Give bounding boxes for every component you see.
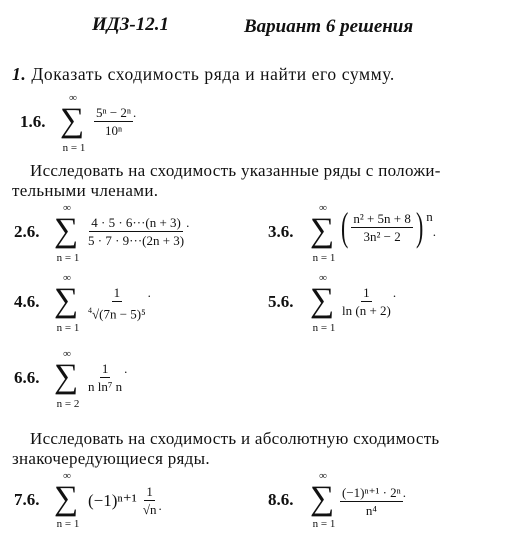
problem-3-6-exponent: n — [426, 209, 433, 224]
problem-4-6-label: 4.6. — [14, 292, 40, 311]
task1 — [12, 64, 395, 85]
sigma-icon: ∑ — [54, 480, 79, 517]
problem-5-6-lower: n = 1 — [312, 322, 336, 334]
problem-6-6-fraction — [86, 360, 127, 394]
doc-title: ИДЗ-12.1 — [92, 14, 170, 35]
problem-2-6-label: 2.6. — [14, 222, 40, 241]
problem-8-6-upper: ∞ — [319, 470, 327, 482]
problem-7-6-expression — [88, 484, 162, 517]
problem-7-6-lower: n = 1 — [56, 518, 80, 530]
problem-1-6-upper: ∞ — [69, 92, 77, 104]
sigma-icon: ∑ — [310, 282, 335, 319]
problem-8-6-numerator: (−1)ⁿ⁺¹ · 2ⁿ — [342, 485, 401, 500]
problem-4-6-radical: √(7n − 5)⁵ — [92, 306, 146, 322]
problem-1-6-lower: n = 1 — [62, 142, 86, 154]
problem-1-6-label: 1.6. — [20, 112, 46, 131]
problem-4-6-root-index: 4 — [88, 306, 92, 315]
problem-3-6-expression — [338, 204, 436, 249]
problem-6-6-numerator: 1 — [101, 361, 109, 376]
para-alternating-line2: знакочередующиеся ряды. — [12, 449, 210, 468]
problem-1-6-numerator: 5ⁿ − 2ⁿ — [96, 105, 132, 120]
problem-2-6-fraction — [86, 214, 189, 248]
sigma-icon: ∑ — [310, 480, 335, 517]
problem-1-6-tail: . — [133, 105, 137, 120]
problem-7-6-upper: ∞ — [63, 470, 71, 482]
problem-6-6-tail: . — [124, 361, 128, 376]
problem-3-6-numerator: n² + 5n + 8 — [353, 210, 411, 226]
problem-4-6-upper: ∞ — [63, 272, 71, 284]
problem-5-6-upper: ∞ — [319, 272, 327, 284]
problem-5-6-fraction — [340, 284, 396, 318]
problem-3-6-upper: ∞ — [319, 202, 327, 214]
problem-8-6-denominator: n⁴ — [365, 503, 377, 518]
problem-4-6-tail: . — [147, 285, 151, 300]
left-paren-icon: ( — [340, 204, 349, 249]
sigma-icon: ∑ — [54, 282, 79, 319]
problem-2-6-tail: . — [186, 215, 190, 230]
problem-4-6-denominator — [86, 302, 148, 321]
problem-6-6-upper: ∞ — [63, 348, 71, 360]
problem-7-6-tail: . — [158, 497, 162, 513]
task1-text: Доказать сходимость ряда и найти его сумму. — [31, 64, 395, 84]
problem-2-6-denominator: 5 · 7 · 9···(2n + 3) — [88, 233, 185, 248]
problem-8-6-lower: n = 1 — [312, 518, 336, 530]
problem-8-6-fraction — [340, 484, 406, 518]
right-paren-icon: ) — [415, 204, 424, 249]
problem-5-6-label: 5.6. — [268, 292, 294, 311]
problem-2-6-numerator: 4 · 5 · 6···(n + 3) — [91, 215, 181, 230]
problem-4-6-numerator: 1 — [113, 285, 121, 300]
sigma-icon: ∑ — [54, 358, 79, 395]
problem-6-6-lower: n = 2 — [56, 398, 80, 410]
para-positive-line2: тельными членами. — [12, 181, 159, 200]
variant-label: Вариант 6 решения — [244, 16, 414, 37]
problem-5-6-tail: . — [392, 285, 397, 300]
problem-1-6-fraction — [94, 104, 136, 138]
problem-6-6-denominator: n ln⁷ n — [88, 379, 123, 394]
problem-3-6-tail: . — [432, 224, 436, 239]
problem-5-6-numerator: 1 — [363, 285, 370, 300]
problem-7-6-numerator: 1 — [146, 484, 153, 499]
sigma-icon: ∑ — [310, 212, 335, 249]
para-alternating-line1: Исследовать на сходимость и абсолютную сходимость — [30, 429, 440, 448]
problem-4-6-fraction — [86, 284, 151, 321]
problem-8-6-tail: . — [402, 485, 407, 500]
problem-4-6-lower: n = 1 — [56, 322, 80, 334]
problem-2-6-upper: ∞ — [63, 202, 71, 214]
problem-2-6-lower: n = 1 — [56, 252, 80, 264]
sigma-icon: ∑ — [54, 212, 79, 249]
problem-8-6-label: 8.6. — [268, 490, 294, 509]
sigma-icon: ∑ — [60, 102, 85, 139]
problem-7-6-denominator: √n — [142, 502, 157, 517]
problem-6-6-label: 6.6. — [14, 368, 40, 387]
problem-5-6-denominator: ln (n + 2) — [342, 303, 391, 318]
problem-3-6-lower: n = 1 — [312, 252, 336, 264]
para-positive-line1: Исследовать на сходимость указанные ряды с положи- — [30, 161, 441, 180]
task1-number: 1. — [12, 64, 27, 84]
problem-1-6-denominator: 10ⁿ — [104, 123, 123, 138]
problem-7-6-factor: (−1)ⁿ⁺¹ — [88, 490, 137, 510]
problem-7-6-label: 7.6. — [14, 490, 40, 509]
problem-3-6-label: 3.6. — [268, 222, 294, 241]
problem-3-6-denominator: 3n² − 2 — [363, 228, 401, 244]
